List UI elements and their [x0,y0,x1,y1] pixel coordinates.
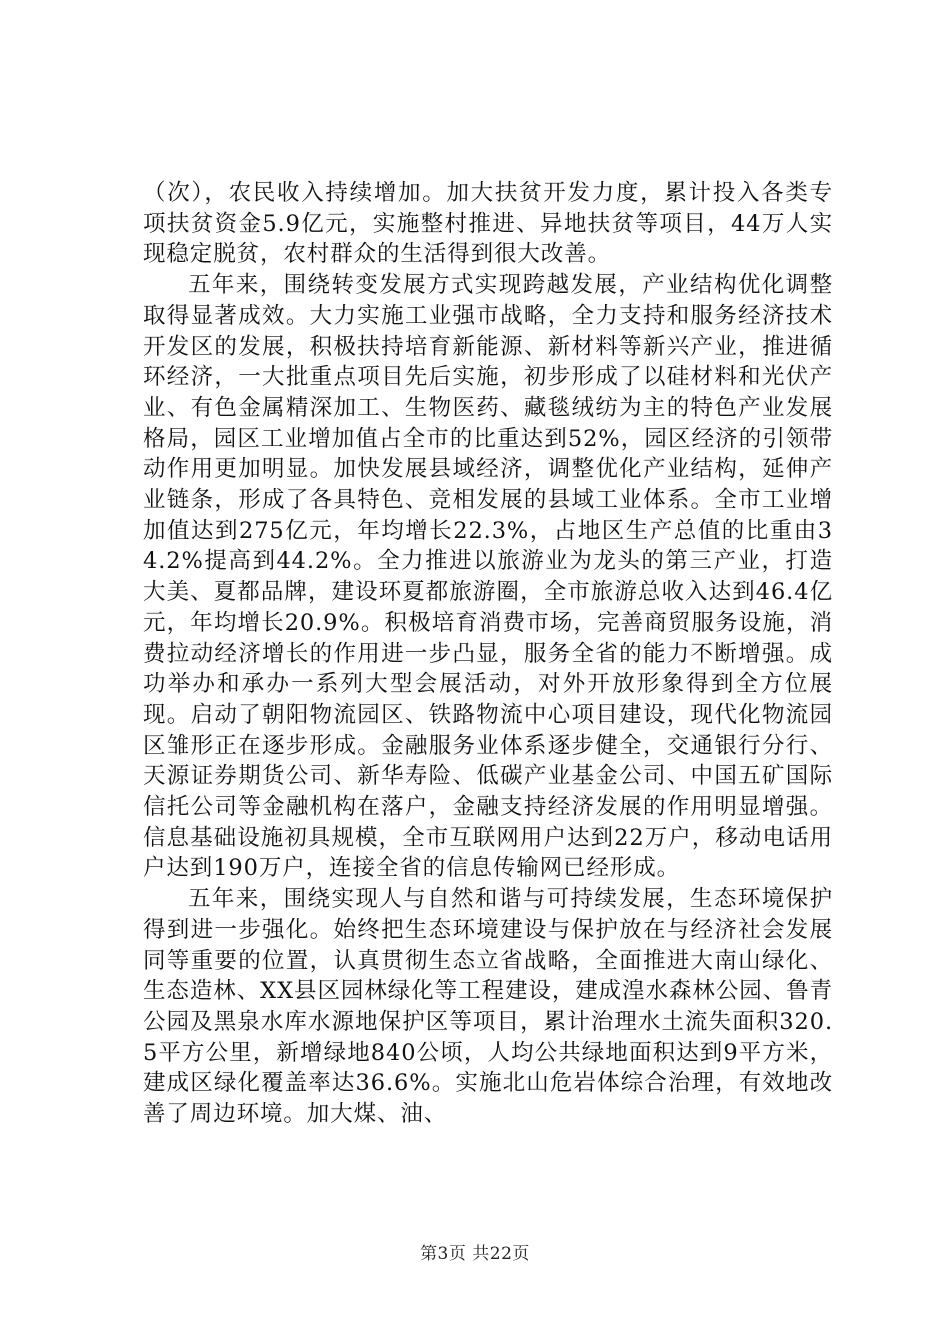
paragraph-poverty-relief: （次），农民收入持续增加。加大扶贫开发力度，累计投入各类专项扶贫资金5.9亿元，实施整村推进、异地扶贫等项目，44万人实现稳定脱贫，农村群众的生活得到很大改善。 [143,180,833,268]
paragraph-ecological-protection: 五年来，围绕实现人与自然和谐与可持续发展，生态环境保护得到进一步强化。始终把生态环境建设与保护放在与经济社会发展同等重要的位置，认真贯彻生态立省战略，全面推进大南山绿化、生态造林、XX县区园林绿化等工程建设，建成湟水森林公园、鲁青公园及黑泉水库水源地保护区等项目，累计治理水土流失面积320.5平方公里，新增绿地840公顷，人均公共绿地面积达到9平方米，建成区绿化覆盖率达36.6%。实施北山危岩体综合治理，有效地改善了周边环境。加大煤、油、 [143,886,833,1128]
paragraph-industrial-structure: 五年来，围绕转变发展方式实现跨越发展，产业结构优化调整取得显著成效。大力实施工业强市战略，全力支持和服务经济技术开发区的发展，积极扶持培育新能源、新材料等新兴产业，推进循环经济，一大批重点项目先后实施，初步形成了以硅材料和光伏产业、有色金属精深加工、生物医药、藏毯绒纺为主的特色产业发展格局，园区工业增加值占全市的比重达到52%，园区经济的引领带动作用更加明显。加快发展县域经济，调整优化产业结构，延伸产业链条，形成了各具特色、竞相发展的县域工业体系。全市工业增加值达到275亿元，年均增长22.3%，占地区生产总值的比重由34.2%提高到44.2%。全力推进以旅游业为龙头的第三产业，打造大美、夏都品牌，建设环夏都旅游圈，全市旅游总收入达到46.4亿元，年均增长20.9%。积极培育消费市场，完善商贸服务设施，消费拉动经济增长的作用进一步凸显，服务全省的能力不断增强。成功举办和承办一系列大型会展活动，对外开放形象得到全方位展现。启动了朝阳物流园区、铁路物流中心项目建设，现代化物流园区雏形正在逐步形成。金融服务业体系逐步健全，交通银行分行、天源证券期货公司、新华寿险、低碳产业基金公司、中国五矿国际信托公司等金融机构在落户，金融支持经济发展的作用明显增强。信息基础设施初具规模，全市互联网用户达到22万户，移动电话用户达到190万户，连接全省的信息传输网已经形成。 [143,272,833,882]
document-body [143,178,833,1130]
page-number-footer: 第3页 共22页 [420,1244,530,1264]
